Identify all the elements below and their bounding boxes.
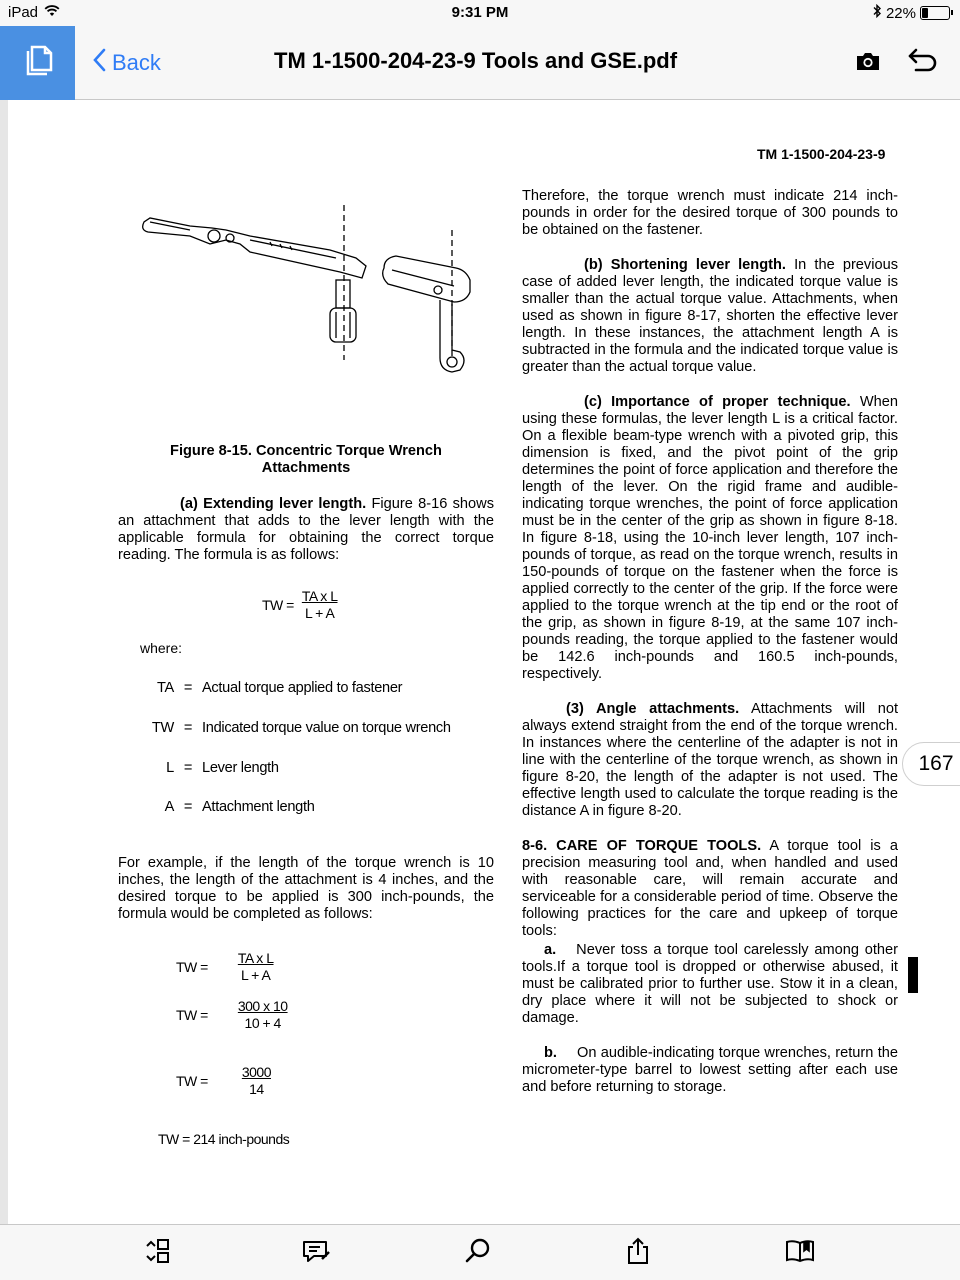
paragraph-angle-attachments bbox=[522, 701, 898, 820]
paragraph-heading: (c) Importance of proper technique. bbox=[584, 394, 851, 410]
formula-main bbox=[262, 588, 338, 622]
paragraph-body: A torque tool is a precision measuring tool and, when handled and used with reasonable care, will remain accurate and serviceable for a considerable period of time. Observe the following practices for the care and upkeep of torque tools: bbox=[522, 838, 898, 939]
chevron-left-icon bbox=[92, 48, 106, 78]
formula-lhs: TW = bbox=[176, 1073, 208, 1089]
back-button[interactable] bbox=[92, 48, 161, 78]
documents-button[interactable] bbox=[0, 26, 75, 100]
bookmarks-button[interactable] bbox=[784, 1237, 816, 1269]
definition-equals: = bbox=[183, 720, 193, 736]
annotate-button[interactable] bbox=[300, 1237, 332, 1269]
definition-text: Actual torque applied to fastener bbox=[202, 680, 403, 696]
bluetooth-icon bbox=[872, 4, 882, 22]
torque-wrench-figure bbox=[130, 200, 480, 400]
formula-numerator: 300 x 10 bbox=[237, 998, 288, 1014]
search-icon bbox=[464, 1237, 492, 1270]
formula-denominator: L + A bbox=[241, 967, 271, 983]
definition-row bbox=[148, 799, 315, 815]
formula-lhs: TW = bbox=[262, 597, 294, 613]
document-title: TM 1-1500-204-23-9 Tools and GSE.pdf bbox=[274, 48, 678, 73]
paragraph-heading: (a) Extending lever length. bbox=[180, 496, 367, 512]
documents-icon bbox=[21, 43, 55, 84]
formula-numerator: TA x L bbox=[237, 950, 274, 966]
change-bar bbox=[908, 957, 918, 993]
paragraph-extending-lever bbox=[118, 496, 494, 564]
camera-button[interactable] bbox=[854, 48, 882, 79]
definition-row bbox=[148, 720, 451, 736]
battery-icon bbox=[920, 6, 950, 20]
formula-numerator: 3000 bbox=[241, 1064, 271, 1080]
formula-step bbox=[176, 1064, 271, 1098]
page-margin bbox=[908, 100, 960, 1224]
list-item-a bbox=[522, 942, 898, 1027]
definition-symbol: TW bbox=[151, 720, 174, 736]
thumbnails-button[interactable] bbox=[142, 1237, 174, 1269]
formula-step bbox=[176, 950, 274, 984]
definition-equals: = bbox=[183, 799, 193, 815]
camera-icon bbox=[854, 61, 882, 78]
status-time: 9:31 PM bbox=[451, 4, 509, 21]
back-label: Back bbox=[112, 50, 161, 75]
list-item-label: b. bbox=[544, 1045, 557, 1061]
where-label: where: bbox=[140, 640, 183, 656]
list-item-label: a. bbox=[544, 942, 557, 958]
paragraph-body: When using these formulas, the lever length L is a critical factor. On a flexible beam-type wrench with a pivoted grip, this dimension is fixed, and the pivot point of the grip determines the point of force application and therefore the length of the lever. On the rigid frame and audible-indicating torque wrenches, the point of force application must be in the center of the grip as shown in figure 8-18. In figure 8-18, using the 10-inch lever length, 107 inch-pounds of torque, as read on the torque wrench, results in 150-pounds of torque on the fastener when the force is applied correctly to the center of the grip. If the force were applied to the torque wrench at the tip end or the root of the grip, as shown in figure 8-19, at the same 107 inch-pounds reading, the torque applied to the fastener would be 142.6 inch-pounds and 160.5 inch-pounds, respectively. bbox=[522, 394, 898, 682]
paragraph-care-of-torque-tools bbox=[522, 838, 898, 940]
paragraph-body: Attachments will not always extend straight from the end of the torque wrench. In instances where the centerline of the adapter is not in line with the centerline of the torque wrench, as shown in figure 8-20, the length of the adapter is not used. The effective length used to calculate the torque reading is the distance A in figure 8-20. bbox=[522, 701, 898, 819]
formula-denominator: 14 bbox=[249, 1081, 264, 1097]
wrench-drawing bbox=[143, 205, 470, 372]
undo-button[interactable] bbox=[906, 48, 938, 81]
share-button[interactable] bbox=[622, 1237, 654, 1269]
definition-row bbox=[148, 680, 402, 696]
definition-equals: = bbox=[183, 760, 193, 776]
list-item-text: On audible-indicating torque wrenches, return the micrometer-type barrel to lowest setting after each use and before returning to storage. bbox=[522, 1045, 898, 1095]
page-header-id: TM 1-1500-204-23-9 bbox=[757, 146, 886, 162]
paragraph-proper-technique bbox=[522, 394, 898, 683]
thumbnails-icon bbox=[143, 1237, 173, 1270]
paragraph-therefore: Therefore, the torque wrench must indicate 214 inch-pounds in order for the desired torque of 300 pounds to be obtained on the fastener. bbox=[522, 188, 898, 238]
paragraph-example: For example, if the length of the torque wrench is 10 inches, the length of the attachment is 4 inches, and the desired torque to be applied is 300 inch-pounds, the formula would be completed as follows: bbox=[118, 855, 494, 922]
definition-text: Attachment length bbox=[202, 799, 315, 815]
paragraph-body: In the previous case of added lever length, the indicated torque value is smaller than the actual torque value. Attachments, when used as shown in figure 8-17, shorten the effective lever length. In these instances, the attachment length A is subtracted in the formula and the indicated torque value is greater than the actual torque value. bbox=[522, 257, 898, 375]
paragraph-heading: (3) Angle attachments. bbox=[566, 701, 740, 717]
nav-bar bbox=[0, 26, 960, 100]
definition-text: Lever length bbox=[202, 760, 279, 776]
paragraph-heading: (b) Shortening lever length. bbox=[584, 257, 786, 273]
paragraph-body: Figure 8-16 shows an attachment that adds to the lever length with the applicable formula for obtaining the correct torque reading. The formula is as follows: bbox=[118, 496, 494, 563]
figure-caption-line2: Attachments bbox=[261, 460, 351, 476]
section-heading: 8-6. CARE OF TORQUE TOOLS. bbox=[522, 838, 762, 854]
formula-numerator: TA x L bbox=[301, 588, 338, 604]
list-item-b bbox=[522, 1045, 898, 1096]
battery-level bbox=[922, 8, 928, 18]
device-name: iPad bbox=[8, 4, 39, 21]
definition-equals: = bbox=[183, 680, 193, 696]
share-icon bbox=[624, 1236, 652, 1271]
definition-symbol: A bbox=[164, 799, 174, 815]
definition-row bbox=[148, 760, 279, 776]
battery-percent: 22% bbox=[885, 4, 916, 22]
annotate-icon bbox=[300, 1237, 332, 1270]
formula-denominator: L + A bbox=[305, 605, 335, 621]
formula-lhs: TW = bbox=[176, 959, 208, 975]
formula-step bbox=[176, 998, 288, 1032]
bottom-toolbar bbox=[0, 1224, 960, 1280]
formula-result: TW = 214 inch-pounds bbox=[158, 1131, 290, 1147]
list-item-text: Never toss a torque tool carelessly among other tools.If a torque tool is dropped or otherwise abused, it must be calibrated prior to further use. Stow it in a clean, dry place where it will not be subjected to shock or damage. bbox=[522, 942, 898, 1026]
paragraph-shortening-lever bbox=[522, 257, 898, 376]
bookmarks-icon bbox=[784, 1237, 816, 1270]
search-button[interactable] bbox=[462, 1237, 494, 1269]
definition-text: Indicated torque value on torque wrench bbox=[202, 720, 451, 736]
status-bar bbox=[0, 0, 960, 26]
undo-icon bbox=[906, 63, 938, 80]
formula-denominator: 10 + 4 bbox=[244, 1015, 281, 1031]
figure-caption-line1: Figure 8-15. Concentric Torque Wrench bbox=[170, 443, 442, 459]
figure-caption bbox=[118, 443, 494, 477]
formula-lhs: TW = bbox=[176, 1007, 208, 1023]
page-margin bbox=[0, 100, 8, 1224]
page-number-indicator[interactable]: 167 bbox=[902, 742, 960, 786]
definition-symbol: L bbox=[166, 760, 174, 776]
definition-symbol: TA bbox=[157, 680, 174, 696]
